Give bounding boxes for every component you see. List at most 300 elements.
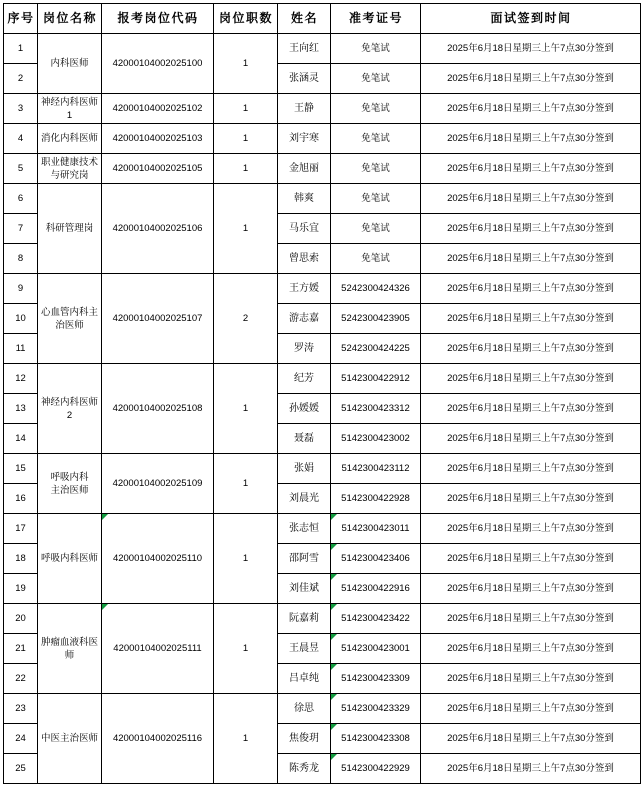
position-quota: 1	[242, 58, 249, 69]
sign-in-time: 2025年6月18日星期三上午7点30分签到	[447, 373, 614, 384]
sign-in-time: 2025年6月18日星期三上午7点30分签到	[447, 103, 614, 114]
table-row	[4, 154, 641, 184]
serial-number: 17	[15, 523, 26, 534]
sign-in-time-cell	[421, 184, 641, 214]
serial-number-cell	[4, 454, 38, 484]
sign-in-time: 2025年6月18日星期三上午7点30分签到	[447, 523, 614, 534]
admission-ticket-number-cell	[331, 304, 421, 334]
serial-number: 21	[15, 643, 26, 654]
header-sign-in-time: 面试签到时间	[421, 4, 641, 34]
admission-ticket-number-cell	[331, 724, 421, 754]
table-row	[4, 94, 641, 124]
sign-in-time-cell	[421, 544, 641, 574]
serial-number: 18	[15, 553, 26, 564]
position-code: 42000104002025105	[112, 163, 203, 174]
green-triangle-icon	[331, 724, 337, 730]
serial-number: 20	[15, 613, 26, 624]
position-quota: 1	[242, 643, 249, 654]
admission-ticket-number: 5142300423308	[341, 733, 410, 744]
admission-ticket-number: 5142300422928	[341, 493, 410, 504]
table-row	[4, 454, 641, 484]
position-quota: 1	[242, 163, 249, 174]
candidate-name: 刘佳斌	[289, 583, 319, 594]
candidate-name: 王静	[294, 103, 314, 114]
admission-ticket-number-cell	[331, 64, 421, 94]
green-triangle-icon	[331, 754, 337, 760]
admission-ticket-number-cell	[331, 604, 421, 634]
position-code: 42000104002025108	[112, 403, 203, 414]
candidate-name-cell	[278, 124, 331, 154]
admission-ticket-number-cell	[331, 514, 421, 544]
admission-ticket-number: 5142300423406	[341, 553, 410, 564]
candidate-name: 曾思索	[289, 253, 319, 264]
position-quota: 1	[242, 478, 249, 489]
candidate-name-cell	[278, 724, 331, 754]
serial-number-cell	[4, 694, 38, 724]
candidate-name-cell	[278, 154, 331, 184]
sign-in-time: 2025年6月18日星期三上午7点30分签到	[447, 403, 614, 414]
admission-ticket-number: 免笔试	[361, 43, 390, 54]
serial-number: 24	[15, 733, 26, 744]
candidate-name: 刘晨光	[289, 493, 319, 504]
table-header	[4, 4, 641, 34]
admission-ticket-number-cell	[331, 454, 421, 484]
green-triangle-icon	[331, 604, 337, 610]
candidate-name: 纪芳	[294, 373, 314, 384]
sign-in-time-cell	[421, 34, 641, 64]
admission-ticket-number: 5142300423001	[341, 643, 410, 654]
table-row	[4, 34, 641, 64]
candidate-name: 陈秀龙	[289, 763, 319, 774]
admission-ticket-number-cell	[331, 484, 421, 514]
header-admission-ticket: 准考证号	[331, 4, 421, 34]
position-quota-cell	[214, 154, 278, 184]
serial-number-cell	[4, 274, 38, 304]
admission-ticket-number: 5242300424326	[341, 283, 410, 294]
admission-ticket-number-cell	[331, 154, 421, 184]
position-name-cell	[38, 34, 102, 94]
sign-in-time-cell	[421, 334, 641, 364]
position-name-cell	[38, 274, 102, 364]
serial-number-cell	[4, 94, 38, 124]
sign-in-time-cell	[421, 604, 641, 634]
candidate-name: 焦俊玥	[289, 733, 319, 744]
sign-in-time-cell	[421, 94, 641, 124]
position-quota: 1	[242, 103, 249, 114]
admission-ticket-number-cell	[331, 424, 421, 454]
position-name: 消化内科医师	[40, 133, 98, 144]
candidate-name-cell	[278, 244, 331, 274]
candidate-name: 王晨昱	[289, 643, 319, 654]
position-quota-cell	[214, 124, 278, 154]
sign-in-time: 2025年6月18日星期三上午7点30分签到	[447, 223, 614, 234]
position-name: 神经内科医师 2	[40, 396, 98, 421]
position-code-cell	[102, 154, 214, 184]
position-code-cell	[102, 514, 214, 604]
serial-number: 13	[15, 403, 26, 414]
admission-ticket-number-cell	[331, 694, 421, 724]
header-serial-number: 序号	[4, 4, 38, 34]
admission-ticket-number: 5142300423112	[341, 463, 410, 474]
sign-in-time-cell	[421, 484, 641, 514]
position-name-cell	[38, 694, 102, 784]
candidate-name-cell	[278, 214, 331, 244]
position-code-cell	[102, 364, 214, 454]
admission-ticket-number: 5142300422912	[341, 373, 410, 384]
serial-number-cell	[4, 664, 38, 694]
position-quota-cell	[214, 274, 278, 364]
position-quota: 1	[242, 733, 249, 744]
serial-number-cell	[4, 574, 38, 604]
position-name-cell	[38, 514, 102, 604]
admission-ticket-number: 5242300423905	[341, 313, 410, 324]
serial-number: 1	[17, 43, 24, 54]
serial-number: 15	[15, 463, 26, 474]
position-name: 肿瘤血液科医 师	[40, 636, 98, 661]
admission-ticket-number-cell	[331, 274, 421, 304]
serial-number-cell	[4, 484, 38, 514]
candidate-name-cell	[278, 364, 331, 394]
admission-ticket-number: 免笔试	[361, 103, 390, 114]
sign-in-time: 2025年6月18日星期三上午7点30分签到	[447, 493, 614, 504]
admission-ticket-number: 5142300423011	[341, 523, 410, 534]
serial-number-cell	[4, 64, 38, 94]
serial-number-cell	[4, 544, 38, 574]
serial-number: 10	[15, 313, 26, 324]
sign-in-time-cell	[421, 214, 641, 244]
sign-in-time-cell	[421, 574, 641, 604]
serial-number: 16	[15, 493, 26, 504]
sign-in-time: 2025年6月18日星期三上午7点30分签到	[447, 43, 614, 54]
table-row	[4, 124, 641, 154]
sign-in-time: 2025年6月18日星期三上午7点30分签到	[447, 253, 614, 264]
candidate-name-cell	[278, 454, 331, 484]
admission-ticket-number: 5142300423002	[341, 433, 410, 444]
serial-number: 2	[17, 73, 24, 84]
admission-ticket-number: 5242300424225	[341, 343, 410, 354]
candidate-name: 游志嘉	[289, 313, 319, 324]
position-name-cell	[38, 604, 102, 694]
position-code: 42000104002025110	[112, 553, 203, 564]
position-quota-cell	[214, 604, 278, 694]
position-code: 42000104002025107	[112, 313, 203, 324]
sign-in-time: 2025年6月18日星期三上午7点30分签到	[447, 433, 614, 444]
green-triangle-icon	[331, 514, 337, 520]
serial-number: 7	[17, 223, 24, 234]
sign-in-time: 2025年6月18日星期三上午7点30分签到	[447, 133, 614, 144]
admission-ticket-number-cell	[331, 664, 421, 694]
position-quota: 1	[242, 553, 249, 564]
position-code: 42000104002025103	[112, 133, 203, 144]
sign-in-time: 2025年6月18日星期三上午7点30分签到	[447, 703, 614, 714]
table-row	[4, 514, 641, 544]
admission-ticket-number-cell	[331, 394, 421, 424]
serial-number: 6	[17, 193, 24, 204]
sign-in-time-cell	[421, 454, 641, 484]
serial-number: 4	[17, 133, 24, 144]
position-name: 心血管内科主 治医师	[40, 306, 98, 331]
sign-in-time: 2025年6月18日星期三上午7点30分签到	[447, 193, 614, 204]
admission-ticket-number: 免笔试	[361, 253, 390, 264]
position-name: 呼吸内科 主治医师	[50, 471, 89, 496]
sign-in-time-cell	[421, 394, 641, 424]
green-triangle-icon	[331, 664, 337, 670]
sign-in-time-cell	[421, 154, 641, 184]
candidate-name: 马乐宜	[289, 223, 319, 234]
sign-in-time: 2025年6月18日星期三上午7点30分签到	[447, 673, 614, 684]
serial-number: 5	[17, 163, 24, 174]
candidate-name-cell	[278, 604, 331, 634]
candidate-name-cell	[278, 394, 331, 424]
serial-number: 23	[15, 703, 26, 714]
sign-in-time-cell	[421, 274, 641, 304]
admission-ticket-number-cell	[331, 544, 421, 574]
position-code: 42000104002025106	[112, 223, 203, 234]
admission-ticket-number-cell	[331, 94, 421, 124]
candidate-name: 邵阿雪	[289, 553, 319, 564]
header-candidate-name: 姓名	[278, 4, 331, 34]
green-triangle-icon	[331, 694, 337, 700]
position-code: 42000104002025116	[112, 733, 203, 744]
table-row	[4, 274, 641, 304]
candidate-name-cell	[278, 544, 331, 574]
table-row	[4, 364, 641, 394]
header-row	[4, 4, 641, 34]
candidate-name-cell	[278, 304, 331, 334]
green-triangle-icon	[102, 514, 108, 520]
candidate-name: 张志恒	[289, 523, 319, 534]
candidate-name-cell	[278, 334, 331, 364]
serial-number-cell	[4, 424, 38, 454]
candidate-name-cell	[278, 574, 331, 604]
candidate-name: 孙媛媛	[289, 403, 319, 414]
position-code: 42000104002025100	[112, 58, 203, 69]
sign-in-time-cell	[421, 64, 641, 94]
candidate-name-cell	[278, 754, 331, 784]
admission-ticket-number-cell	[331, 244, 421, 274]
position-code-cell	[102, 124, 214, 154]
position-quota: 1	[242, 133, 249, 144]
position-name: 呼吸内科医师	[40, 553, 98, 564]
serial-number-cell	[4, 124, 38, 154]
admission-ticket-number: 免笔试	[361, 223, 390, 234]
position-code-cell	[102, 454, 214, 514]
candidate-name: 张涵灵	[289, 73, 319, 84]
sign-in-time-cell	[421, 514, 641, 544]
candidate-name-cell	[278, 634, 331, 664]
serial-number-cell	[4, 394, 38, 424]
candidate-name-cell	[278, 94, 331, 124]
position-code: 42000104002025109	[112, 478, 203, 489]
admission-ticket-number-cell	[331, 124, 421, 154]
candidate-name: 刘宇寒	[289, 133, 319, 144]
table-row	[4, 694, 641, 724]
admission-ticket-number-cell	[331, 184, 421, 214]
sign-in-time: 2025年6月18日星期三上午7点30分签到	[447, 463, 614, 474]
serial-number: 25	[15, 763, 26, 774]
sign-in-time-cell	[421, 124, 641, 154]
green-triangle-icon	[331, 544, 337, 550]
serial-number-cell	[4, 214, 38, 244]
serial-number: 14	[15, 433, 26, 444]
candidate-name: 王方媛	[289, 283, 319, 294]
sign-in-time: 2025年6月18日星期三上午7点30分签到	[447, 613, 614, 624]
position-code: 42000104002025102	[112, 103, 203, 114]
position-quota-cell	[214, 694, 278, 784]
candidate-name-cell	[278, 664, 331, 694]
sign-in-time-cell	[421, 634, 641, 664]
serial-number-cell	[4, 184, 38, 214]
candidate-name: 徐思	[294, 703, 314, 714]
serial-number-cell	[4, 364, 38, 394]
position-code-cell	[102, 94, 214, 124]
position-code: 42000104002025111	[113, 643, 202, 654]
green-triangle-icon	[102, 604, 108, 610]
sign-in-time: 2025年6月18日星期三上午7点30分签到	[447, 73, 614, 84]
position-code-cell	[102, 34, 214, 94]
admission-ticket-number-cell	[331, 214, 421, 244]
sign-in-time: 2025年6月18日星期三上午7点30分签到	[447, 313, 614, 324]
candidate-name-cell	[278, 694, 331, 724]
candidate-name-cell	[278, 274, 331, 304]
serial-number: 9	[17, 283, 24, 294]
serial-number-cell	[4, 304, 38, 334]
position-quota: 1	[242, 403, 249, 414]
serial-number-cell	[4, 604, 38, 634]
table-body	[4, 34, 641, 784]
admission-ticket-number: 5142300423309	[341, 673, 410, 684]
serial-number: 19	[15, 583, 26, 594]
serial-number: 8	[17, 253, 24, 264]
candidate-name-cell	[278, 34, 331, 64]
serial-number: 11	[15, 343, 26, 354]
position-quota-cell	[214, 454, 278, 514]
serial-number-cell	[4, 754, 38, 784]
candidate-name: 张娟	[294, 463, 314, 474]
admission-ticket-number: 5142300423422	[341, 613, 410, 624]
sign-in-time: 2025年6月18日星期三上午7点30分签到	[447, 733, 614, 744]
interview-signin-table	[3, 3, 641, 784]
admission-ticket-number-cell	[331, 754, 421, 784]
serial-number-cell	[4, 514, 38, 544]
position-name-cell	[38, 94, 102, 124]
sign-in-time-cell	[421, 754, 641, 784]
admission-ticket-number: 免笔试	[361, 73, 390, 84]
position-code-cell	[102, 274, 214, 364]
sign-in-time: 2025年6月18日星期三上午7点30分签到	[447, 163, 614, 174]
candidate-name-cell	[278, 184, 331, 214]
sign-in-time: 2025年6月18日星期三上午7点30分签到	[447, 343, 614, 354]
sign-in-time-cell	[421, 304, 641, 334]
serial-number: 22	[15, 673, 26, 684]
sign-in-time-cell	[421, 724, 641, 754]
candidate-name-cell	[278, 484, 331, 514]
admission-ticket-number: 免笔试	[361, 133, 390, 144]
serial-number-cell	[4, 334, 38, 364]
admission-ticket-number-cell	[331, 634, 421, 664]
serial-number-cell	[4, 724, 38, 754]
sign-in-time-cell	[421, 664, 641, 694]
candidate-name-cell	[278, 424, 331, 454]
serial-number-cell	[4, 244, 38, 274]
admission-ticket-number: 5142300423329	[341, 703, 410, 714]
sign-in-time: 2025年6月18日星期三上午7点30分签到	[447, 583, 614, 594]
green-triangle-icon	[331, 634, 337, 640]
position-name-cell	[38, 454, 102, 514]
serial-number: 3	[17, 103, 24, 114]
sign-in-time-cell	[421, 244, 641, 274]
position-quota-cell	[214, 364, 278, 454]
admission-ticket-number-cell	[331, 34, 421, 64]
admission-ticket-number: 5142300422929	[341, 763, 410, 774]
position-name-cell	[38, 184, 102, 274]
position-name: 科研管理岗	[45, 223, 94, 234]
green-triangle-icon	[331, 574, 337, 580]
position-quota-cell	[214, 34, 278, 94]
candidate-name: 聂磊	[294, 433, 314, 444]
position-name: 职业健康技术 与研究岗	[40, 156, 98, 181]
serial-number-cell	[4, 634, 38, 664]
candidate-name: 韩爽	[294, 193, 314, 204]
sign-in-time-cell	[421, 424, 641, 454]
position-name: 中医主治医师	[40, 733, 98, 744]
sign-in-time: 2025年6月18日星期三上午7点30分签到	[447, 763, 614, 774]
admission-ticket-number: 免笔试	[361, 193, 390, 204]
table-row	[4, 604, 641, 634]
candidate-name: 金旭丽	[289, 163, 319, 174]
admission-ticket-number-cell	[331, 334, 421, 364]
position-quota: 2	[242, 313, 249, 324]
position-code-cell	[102, 694, 214, 784]
candidate-name: 阮嘉莉	[289, 613, 319, 624]
candidate-name: 罗涛	[294, 343, 314, 354]
sign-in-time: 2025年6月18日星期三上午7点30分签到	[447, 283, 614, 294]
position-code-cell	[102, 604, 214, 694]
table-row	[4, 184, 641, 214]
position-name: 内科医师	[50, 58, 89, 69]
interview-signin-sheet	[3, 3, 641, 784]
admission-ticket-number: 5142300422916	[341, 583, 410, 594]
header-position-code: 报考岗位代码	[102, 4, 214, 34]
serial-number: 12	[15, 373, 26, 384]
serial-number-cell	[4, 34, 38, 64]
sign-in-time: 2025年6月18日星期三上午7点30分签到	[447, 553, 614, 564]
position-quota-cell	[214, 184, 278, 274]
admission-ticket-number: 免笔试	[361, 163, 390, 174]
candidate-name-cell	[278, 64, 331, 94]
candidate-name-cell	[278, 514, 331, 544]
sign-in-time: 2025年6月18日星期三上午7点30分签到	[447, 643, 614, 654]
candidate-name: 吕卓纯	[289, 673, 319, 684]
position-name: 神经内科医师 1	[40, 96, 98, 121]
position-quota-cell	[214, 514, 278, 604]
position-name-cell	[38, 124, 102, 154]
serial-number-cell	[4, 154, 38, 184]
position-name-cell	[38, 154, 102, 184]
sign-in-time-cell	[421, 694, 641, 724]
header-position-name: 岗位名称	[38, 4, 102, 34]
admission-ticket-number-cell	[331, 364, 421, 394]
candidate-name: 王向红	[289, 43, 319, 54]
position-quota-cell	[214, 94, 278, 124]
sign-in-time-cell	[421, 364, 641, 394]
position-name-cell	[38, 364, 102, 454]
position-quota: 1	[242, 223, 249, 234]
admission-ticket-number: 5142300423312	[341, 403, 410, 414]
admission-ticket-number-cell	[331, 574, 421, 604]
position-code-cell	[102, 184, 214, 274]
header-position-quota: 岗位职数	[214, 4, 278, 34]
